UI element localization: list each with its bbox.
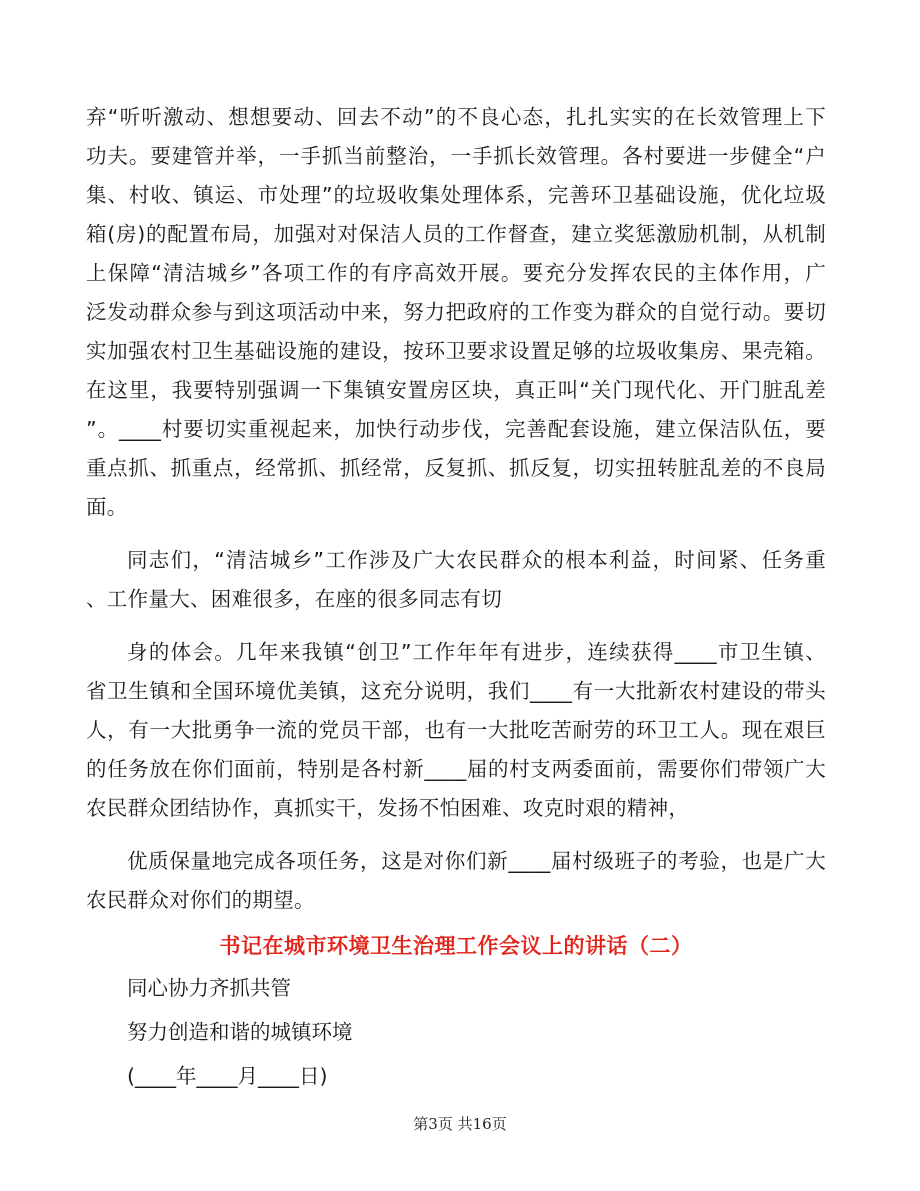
text-line: 身的体会。几年来我镇“创卫”工作年年有进步，连续获得____市卫生镇、: [127, 640, 826, 664]
text-line: 实加强农村卫生基础设施的建设，按环卫要求设置足够的垃圾收集房、果壳箱。: [86, 339, 826, 363]
text-line: 功夫。要建管并举，一手抓当前整治，一手抓长效管理。各村要进一步健全“户: [86, 144, 826, 168]
text-line: 弃“听听激动、想想要动、回去不动”的不良心态，扎扎实实的在长效管理上下: [86, 105, 826, 129]
text-line: 同志们，“清洁城乡”工作涉及广大农民群众的根本利益，时间紧、任务重: [127, 548, 826, 572]
subtitle-line: 努力创造和谐的城镇环境: [127, 1020, 353, 1044]
text-line: 人，有一大批勇争一流的党员干部，也有一大批吃苦耐劳的环卫工人。现在艰巨: [86, 718, 826, 742]
text-line: 的任务放在你们面前，特别是各村新____届的村支两委面前，需要你们带领广大: [86, 757, 826, 781]
text-line: 泛发动群众参与到这项活动中来，努力把政府的工作变为群众的自觉行动。要切: [86, 300, 826, 324]
text-line: 农民群众对你们的期望。: [86, 888, 315, 912]
section-title: 书记在城市环境卫生治理工作会议上的讲话（二）: [219, 934, 693, 958]
document-body: [86, 98, 826, 1098]
date-line: (____年____月____日): [127, 1064, 328, 1088]
paragraph-1: [86, 98, 826, 527]
text-line: 箱(房)的配置布局，加强对对保洁人员的工作督查，建立奖惩激励机制，从机制: [86, 222, 826, 246]
text-line: 上保障“清洁城乡”各项工作的有序高效开展。要充分发挥农民的主体作用，广: [86, 261, 826, 285]
text-line: 重点抓、抓重点，经常抓、抓经常，反复抓、抓反复，切实扭转脏乱差的不良局: [86, 456, 826, 480]
page-number-footer: 第3页 共16页: [413, 1115, 507, 1133]
subtitle-line: 同心协力齐抓共管: [127, 976, 291, 1000]
text-line: 省卫生镇和全国环境优美镇，这充分说明，我们____有一大批新农村建设的带头: [86, 679, 826, 703]
text-line: 面。: [86, 495, 128, 519]
text-line: 集、村收、镇运、市处理”的垃圾收集处理体系，完善环卫基础设施，优化垃圾: [86, 183, 826, 207]
text-line: 、工作量大、困难很多，在座的很多同志有切: [86, 587, 502, 611]
paragraph-4: [86, 842, 826, 920]
text-line: 优质保量地完成各项任务，这是对你们新____届村级班子的考验，也是广大: [127, 849, 826, 873]
text-line: 农民群众团结协作，真抓实干，发扬不怕困难、攻克时艰的精神，: [86, 796, 690, 820]
text-line: ”。____村要切实重视起来，加快行动步伐，完善配套设施，建立保洁队伍，要: [86, 417, 826, 441]
paragraph-2: [86, 541, 826, 619]
text-line: 在这里，我要特别强调一下集镇安置房区块，真正叫“关门现代化、开门脏乱差: [86, 378, 826, 402]
paragraph-3: [86, 633, 826, 828]
